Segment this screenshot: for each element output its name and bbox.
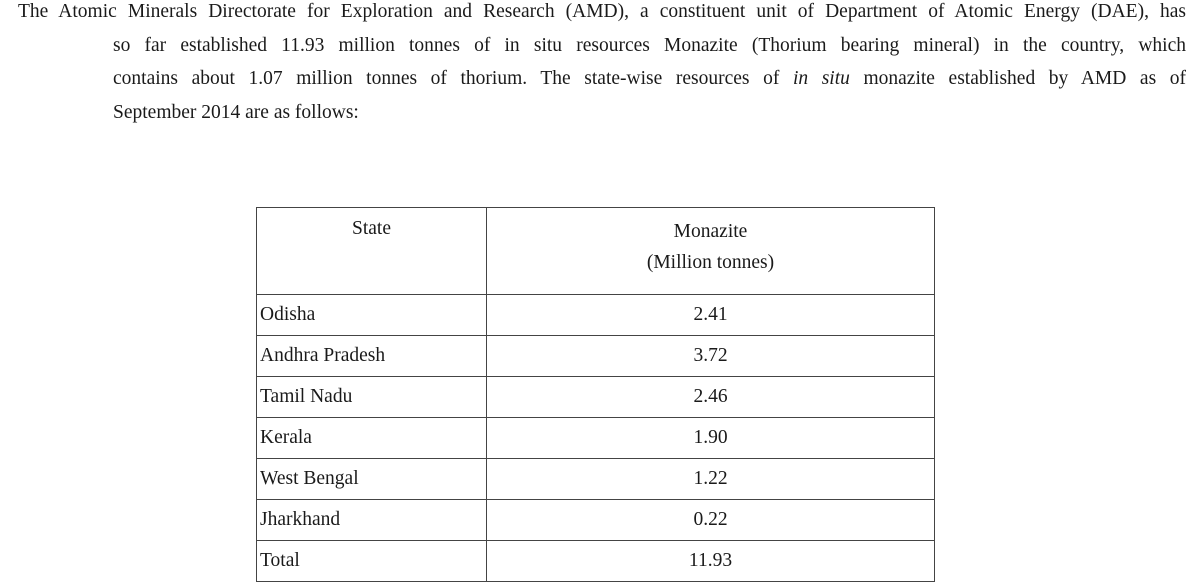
table-row <box>257 377 935 418</box>
table-row <box>257 336 935 377</box>
state-cell: Odisha <box>257 295 487 336</box>
paragraph-line-1: The Atomic Minerals Directorate for Exploration and Research (AMD), a constituent unit of Department of Atomic Energy (DAE), has <box>18 1 1186 22</box>
table-row-total <box>257 541 935 582</box>
table-row <box>257 295 935 336</box>
state-cell: Kerala <box>257 418 487 459</box>
table-row <box>257 418 935 459</box>
value-cell: 11.93 <box>487 541 935 582</box>
table-row <box>257 459 935 500</box>
paragraph-italic-term: in situ <box>792 68 850 89</box>
paragraph-line-3-start: contains about 1.07 million tonnes of thorium. The state-wise resources of <box>113 68 793 89</box>
table-row <box>257 500 935 541</box>
header-monazite-title: Monazite <box>673 221 748 242</box>
paragraph-line-3-end: monazite established by AMD as of <box>849 68 1187 89</box>
state-cell: West Bengal <box>257 459 487 500</box>
header-monazite <box>487 208 935 295</box>
value-cell: 2.41 <box>487 295 935 336</box>
state-cell: Total <box>257 541 487 582</box>
value-cell: 0.22 <box>487 500 935 541</box>
paragraph-line-2: so far established 11.93 million tonnes of in situ resources Monazite (Thorium bearing mineral) in the country, which <box>113 35 1186 56</box>
paragraph-line-4: September 2014 are as follows: <box>113 102 359 123</box>
state-cell: Tamil Nadu <box>257 377 487 418</box>
table-header-row <box>257 208 935 295</box>
value-cell: 1.90 <box>487 418 935 459</box>
paragraph-line-3 <box>113 67 1186 91</box>
state-cell: Jharkhand <box>257 500 487 541</box>
monazite-resources-table <box>256 207 935 582</box>
header-state: State <box>257 208 487 295</box>
value-cell: 2.46 <box>487 377 935 418</box>
state-cell: Andhra Pradesh <box>257 336 487 377</box>
value-cell: 3.72 <box>487 336 935 377</box>
value-cell: 1.22 <box>487 459 935 500</box>
header-monazite-unit: (Million tonnes) <box>646 252 775 273</box>
